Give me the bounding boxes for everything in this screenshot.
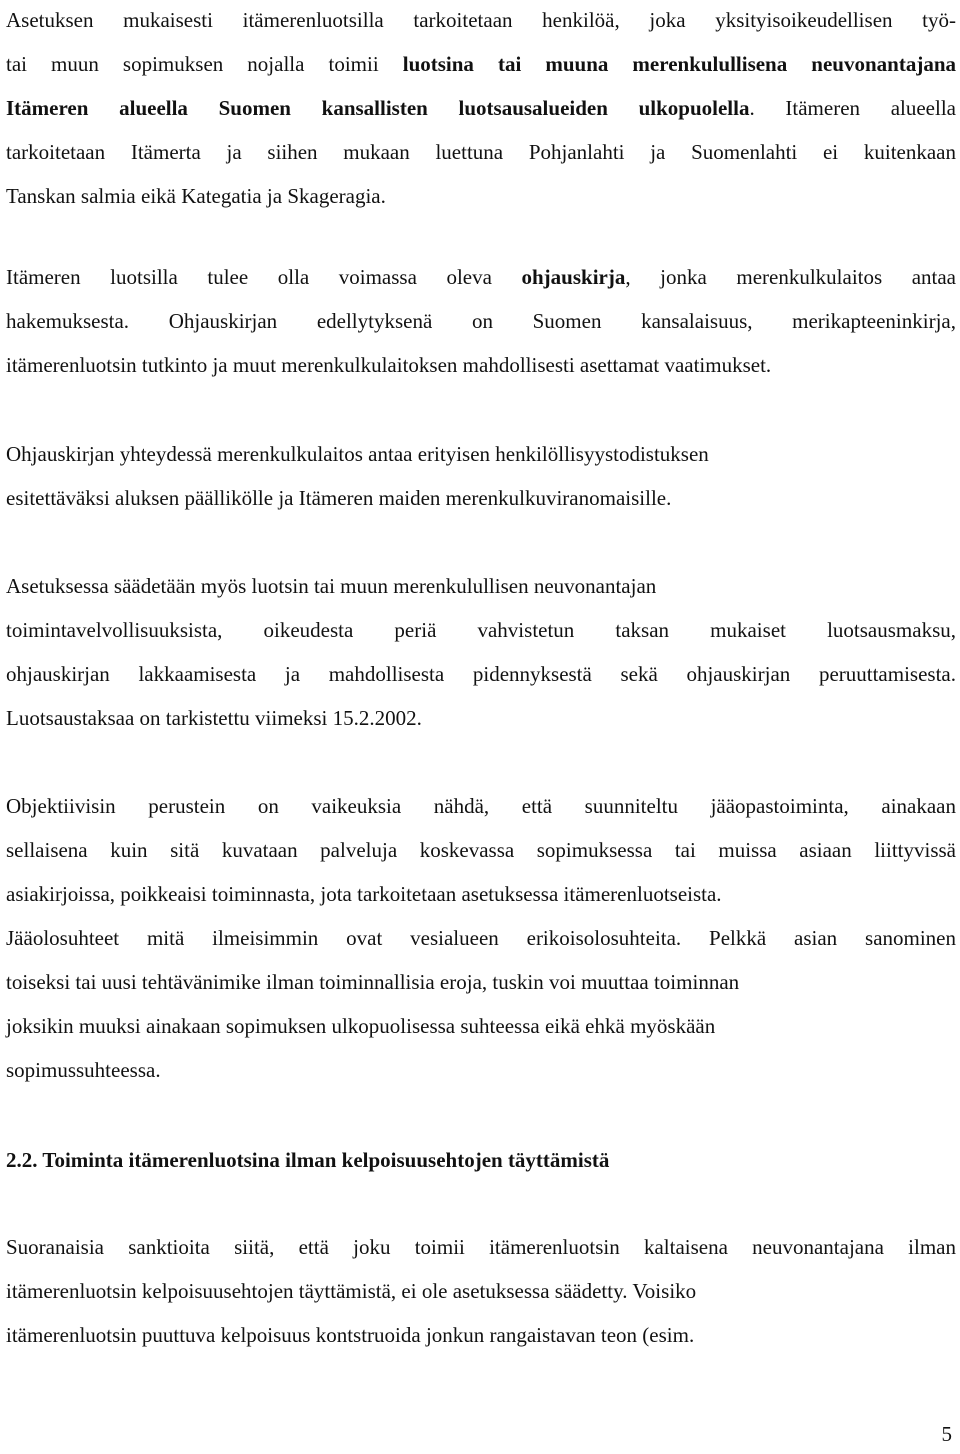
text-line: Jääolosuhteet mitä ilmeisimmin ovat vesialueen erikoisolosuhteita. Pelkkä asian sanominen: [6, 926, 956, 950]
text-line: esitettäväksi aluksen päällikölle ja Itämeren maiden merenkulkuviranomaisille.: [6, 486, 672, 510]
text-line: Ohjauskirjan yhteydessä merenkulkulaitos antaa erityisen henkilöllisyystodistuksen: [6, 442, 709, 466]
text-line: sellaisena kuin sitä kuvataan palveluja koskevassa sopimuksessa tai muissa asiaan liittyvissä: [6, 838, 956, 862]
section-number: 2.2.: [6, 1148, 38, 1172]
text-line: itämerenluotsin puuttuva kelpoisuus kontstruoida jonkun rangaistavan teon (esim.: [6, 1323, 695, 1347]
text-run: Itämeren luotsilla tulee olla voimassa oleva: [6, 265, 522, 289]
text-line: [6, 42, 956, 86]
text-line: asiakirjoissa, poikkeaisi toiminnasta, jota tarkoitetaan asetuksessa itämerenluotseista.: [6, 882, 722, 906]
text-line: hakemuksesta. Ohjauskirjan edellytyksenä on Suomen kansalaisuus, merikapteeninkirja,: [6, 309, 956, 333]
bold-text: luotsina tai muuna merenkulullisena neuvonantajana: [402, 52, 956, 76]
text-line: toimintavelvollisuuksista, oikeudesta periä vahvistetun taksan mukaiset luotsausmaksu,: [6, 618, 956, 642]
text-line: toiseksi tai uusi tehtävänimike ilman toiminnallisia eroja, tuskin voi muuttaa toiminnan: [6, 970, 740, 994]
section-title: Toiminta itämerenluotsina ilman kelpoisuusehtojen täyttämistä: [42, 1148, 610, 1172]
text-line: Objektiivisin perustein on vaikeuksia nähdä, että suunniteltu jääopastoiminta, ainakaan: [6, 794, 956, 818]
text-line: [6, 255, 956, 299]
paragraph-sanctions: [6, 1225, 956, 1357]
text-line: Suoranaisia sanktioita siitä, että joku toimii itämerenluotsin kaltaisena neuvonantajana ilman: [6, 1235, 956, 1259]
text-line: Luotsaustaksaa on tarkistettu viimeksi 15.2.2002.: [6, 706, 422, 730]
text-line: Asetuksen mukaisesti itämerenluotsilla tarkoitetaan henkilöä, joka yksityisoikeudellisen työ-: [6, 8, 956, 32]
text-run: . Itämeren alueella: [749, 96, 956, 120]
section-heading: [6, 1138, 609, 1182]
paragraph-ohjauskirja: [6, 255, 956, 387]
paragraph-identity-certificate: [6, 432, 956, 520]
text-line: joksikin muuksi ainakaan sopimuksen ulkopuolisessa suhteessa eikä ehkä myöskään: [6, 1014, 716, 1038]
text-line: Asetuksessa säädetään myös luotsin tai muun merenkulullisen neuvonantajan: [6, 574, 657, 598]
text-run: , jonka merenkulkulaitos antaa: [625, 265, 956, 289]
page-number: 5: [941, 1422, 952, 1446]
text-line: sopimussuhteessa.: [6, 1058, 161, 1082]
text-run: tai muun sopimuksen nojalla toimii: [6, 52, 403, 76]
text-line: Tanskan salmia eikä Kategatia ja Skageragia.: [6, 184, 386, 208]
text-line: itämerenluotsin tutkinto ja muut merenkulkulaitoksen mahdollisesti asettamat vaatimukset.: [6, 353, 772, 377]
text-line: itämerenluotsin kelpoisuusehtojen täyttämistä, ei ole asetuksessa säädetty. Voisiko: [6, 1279, 697, 1303]
text-line: tarkoitetaan Itämerta ja siihen mukaan luettuna Pohjanlahti ja Suomenlahti ei kuitenkaan: [6, 140, 956, 164]
paragraph-regulation: [6, 564, 956, 740]
paragraph-ice-pilotage: [6, 784, 956, 1092]
text-line: ohjauskirjan lakkaamisesta ja mahdollisesta pidennyksestä sekä ohjauskirjan peruuttamisesta.: [6, 662, 956, 686]
paragraph-definition: [6, 0, 956, 218]
bold-text: Itämeren alueella Suomen kansallisten luotsausalueiden ulkopuolella: [6, 96, 750, 120]
text-line: [6, 86, 956, 130]
bold-text: ohjauskirja: [521, 265, 626, 289]
